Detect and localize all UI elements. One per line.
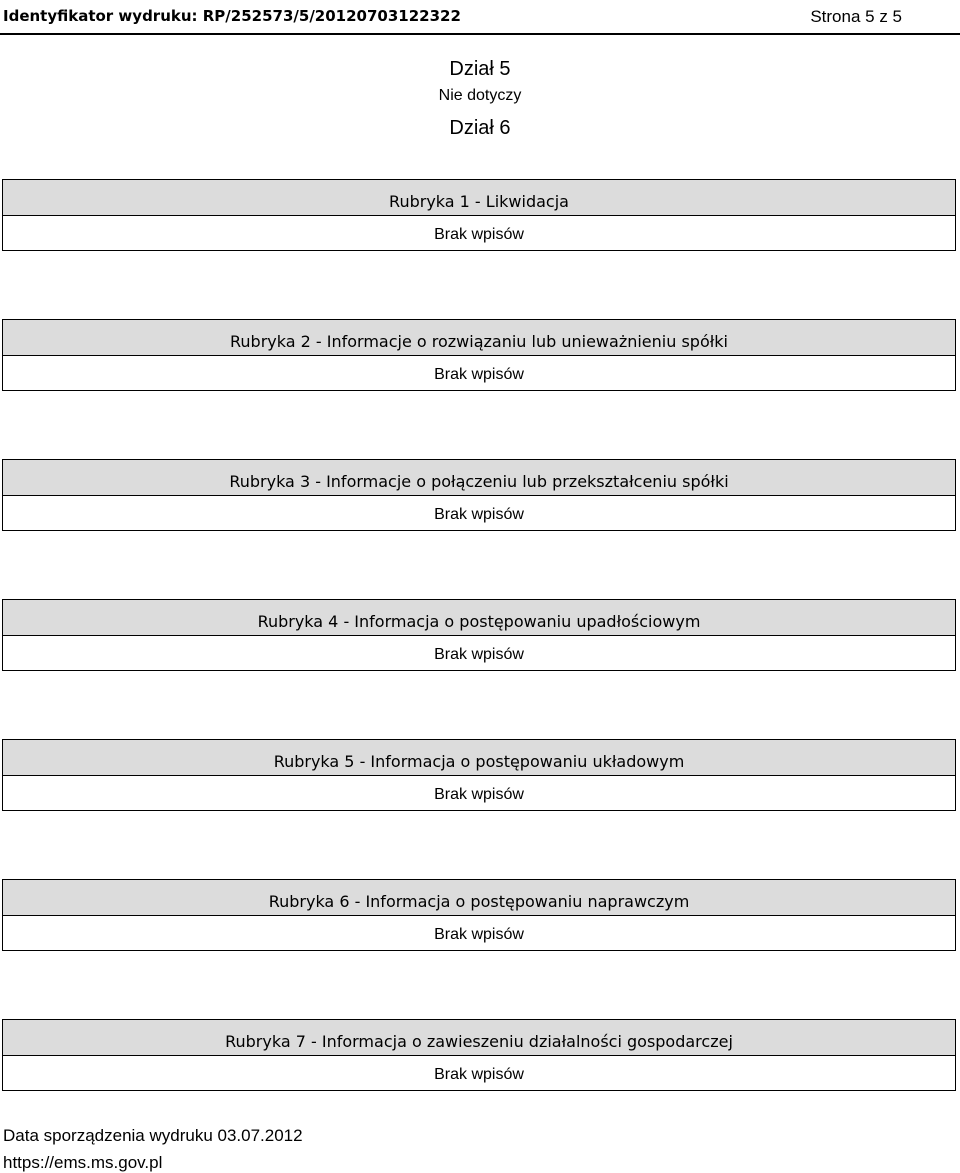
- page-number: Strona 5 z 5: [810, 7, 902, 26]
- rubryka-5-box: [2, 739, 956, 811]
- page-header: [0, 0, 960, 35]
- rubryka-title: Rubryka 4 - Informacja o postępowaniu upadłościowym: [3, 600, 955, 636]
- rubryka-value: Brak wpisów: [434, 506, 524, 523]
- rubryka-title: Rubryka 5 - Informacja o postępowaniu układowym: [3, 740, 955, 776]
- rubryka-value: Brak wpisów: [434, 1066, 524, 1083]
- print-identifier: Identyfikator wydruku: RP/252573/5/20120703122322: [3, 7, 461, 25]
- rubryka-1-box: [2, 179, 956, 251]
- rubryka-title: Rubryka 7 - Informacja o zawieszeniu działalności gospodarczej: [3, 1020, 955, 1056]
- rubryka-3-box: [2, 459, 956, 531]
- rubryka-title: Rubryka 6 - Informacja o postępowaniu naprawczym: [3, 880, 955, 916]
- rubryka-2-box: [2, 319, 956, 391]
- rubryka-title: Rubryka 2 - Informacje o rozwiązaniu lub unieważnieniu spółki: [3, 320, 955, 356]
- footer-url-link[interactable]: https://ems.ms.gov.pl: [3, 1153, 163, 1172]
- rubryka-4-box: [2, 599, 956, 671]
- print-date: Data sporządzenia wydruku 03.07.2012: [3, 1126, 303, 1145]
- section-note-nie-dotyczy: Nie dotyczy: [438, 87, 522, 104]
- rubryka-value: Brak wpisów: [434, 646, 524, 663]
- rubryka-6-box: [2, 879, 956, 951]
- rubryka-value: Brak wpisów: [434, 786, 524, 803]
- rubryka-value: Brak wpisów: [434, 366, 524, 383]
- section-title-dzial-6: Dział 6: [449, 117, 511, 139]
- rubryka-7-box: [2, 1019, 956, 1091]
- rubryka-title: Rubryka 3 - Informacje o połączeniu lub przekształceniu spółki: [3, 460, 955, 496]
- section-title-dzial-5: Dział 5: [449, 58, 511, 80]
- rubryka-value: Brak wpisów: [434, 226, 524, 243]
- rubryka-value: Brak wpisów: [434, 926, 524, 943]
- rubryka-title: Rubryka 1 - Likwidacja: [3, 180, 955, 216]
